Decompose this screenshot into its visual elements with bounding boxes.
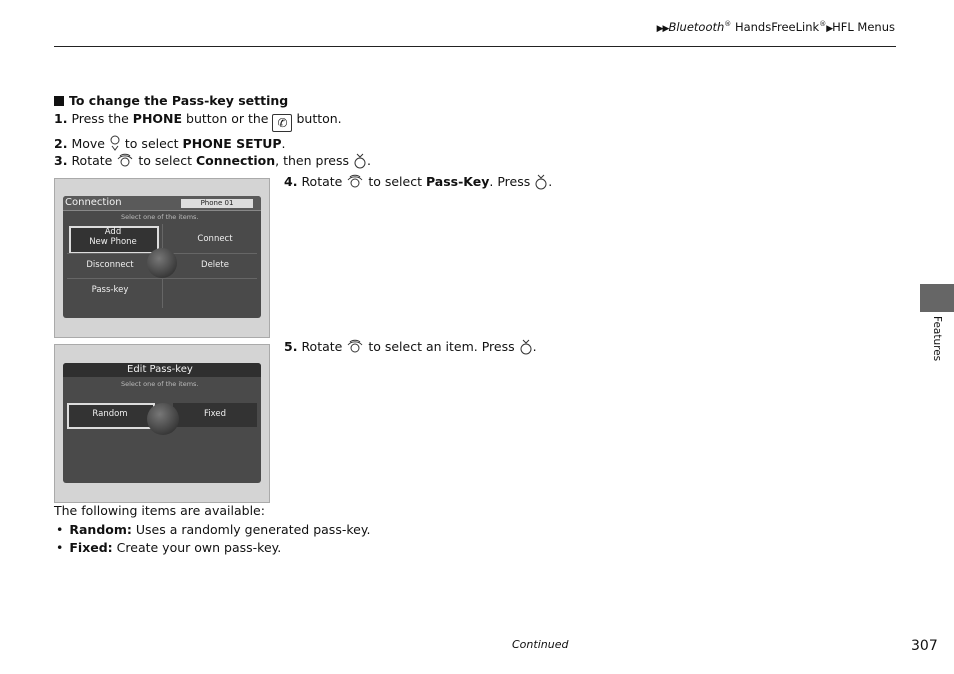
breadcrumb-handsfreelink: HandsFreeLink	[734, 20, 820, 34]
page-number: 307	[911, 638, 938, 654]
side-label: Features	[931, 316, 943, 362]
interface-dial-press-icon	[519, 339, 533, 355]
interface-dial-rotate-icon	[346, 174, 364, 190]
edit-pass-key-screen	[63, 363, 261, 483]
screen-title: Connection	[65, 197, 122, 208]
side-tab	[920, 284, 954, 312]
delete-button[interactable]: Delete	[201, 260, 229, 270]
edit-pass-key-screenshot	[54, 344, 270, 503]
pass-key-button[interactable]: Pass-key	[91, 285, 129, 295]
step-5: 5. Rotate to select an item. Press .	[284, 339, 537, 354]
breadcrumb-bluetooth: Bluetooth	[668, 20, 725, 34]
square-bullet-icon	[54, 96, 64, 106]
add-new-phone-button[interactable]: Add New Phone	[89, 227, 137, 248]
step-2: 2. Move to select PHONE SETUP.	[54, 136, 286, 151]
connection-screen	[63, 196, 261, 318]
registered-mark: ®	[724, 20, 732, 29]
list-item: • Fixed: Create your own pass-key.	[56, 540, 282, 555]
continued-label: Continued	[512, 638, 569, 651]
items-intro: The following items are available:	[54, 503, 265, 518]
arrow-icon: ▶	[826, 24, 833, 34]
connection-screenshot	[54, 178, 270, 338]
dial-knob-icon	[147, 403, 179, 435]
screen-subtitle: Select one of the items.	[121, 380, 199, 388]
random-button[interactable]: Random	[92, 409, 128, 419]
connect-button[interactable]: Connect	[197, 234, 233, 244]
step-4: 4. Rotate to select Pass-Key. Press .	[284, 174, 553, 189]
interface-dial-rotate-icon	[346, 339, 364, 355]
joystick-move-icon	[109, 134, 121, 152]
screen-subtitle: Select one of the items.	[121, 213, 199, 221]
phone-handset-icon: ✆	[272, 114, 292, 132]
list-item: • Random: Uses a randomly generated pass-key.	[56, 522, 371, 537]
phone-label: Phone 01	[181, 199, 253, 208]
arrow-icon: ▶▶	[656, 24, 669, 34]
step-3: 3. Rotate to select Connection, then press .	[54, 153, 371, 168]
breadcrumb	[657, 20, 895, 34]
breadcrumb-hfl-menus: HFL Menus	[832, 20, 895, 34]
interface-dial-press-icon	[534, 174, 548, 190]
step-1: 1. Press the PHONE button or the ✆ button.	[54, 111, 342, 130]
registered-mark: ®	[819, 20, 827, 29]
screen-title: Edit Pass-key	[127, 364, 193, 375]
section-title: To change the Pass-key setting	[54, 93, 288, 108]
disconnect-button[interactable]: Disconnect	[86, 260, 134, 270]
fixed-button[interactable]: Fixed	[203, 409, 227, 419]
interface-dial-rotate-icon	[116, 153, 134, 169]
interface-dial-press-icon	[353, 153, 367, 169]
dial-knob-icon	[147, 248, 177, 278]
header-rule	[54, 46, 896, 47]
